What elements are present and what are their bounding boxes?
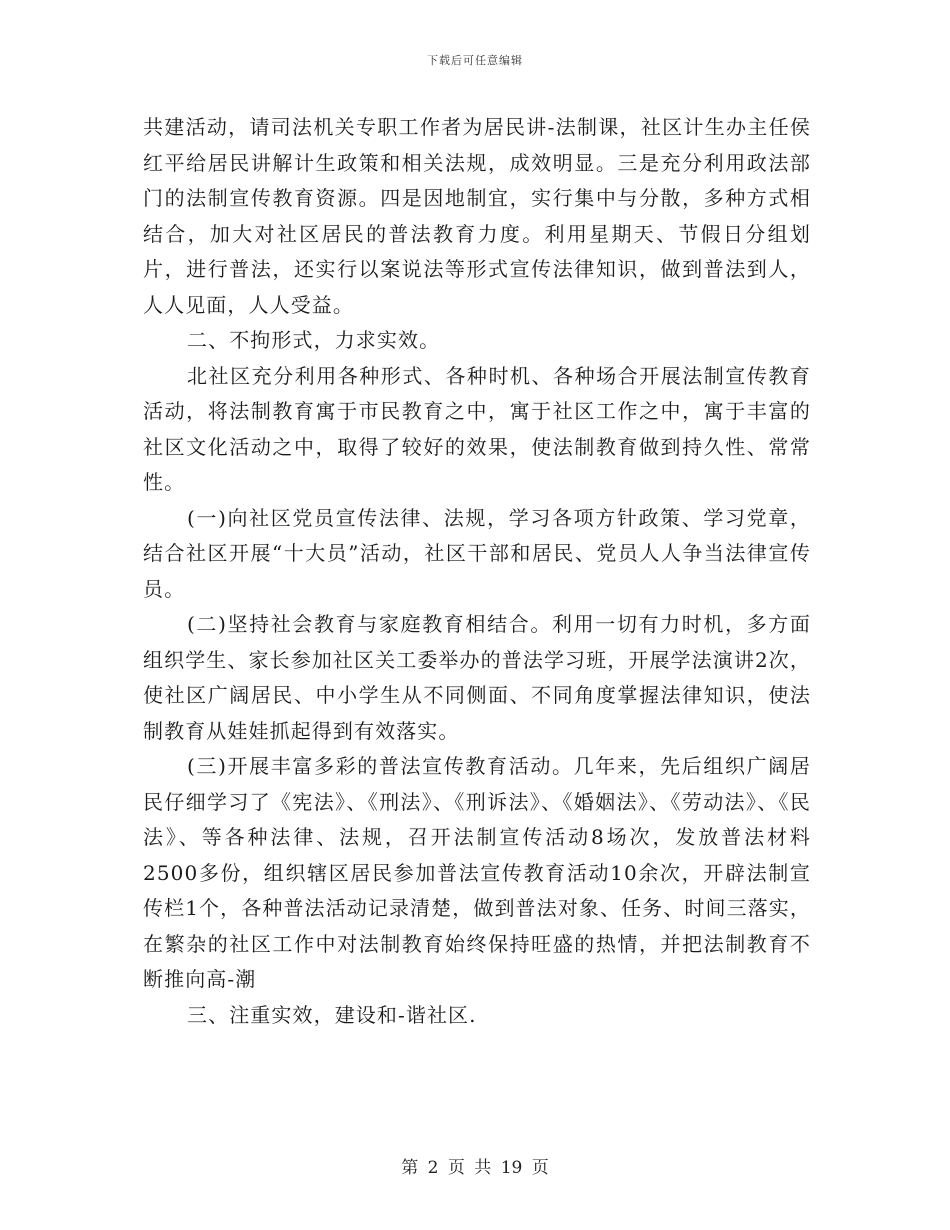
- paragraph-item-3: (三)开展丰富多彩的普法宣传教育活动。几年来，先后组织广阔居民仔细学习了《宪法》、《刑法》、《刑诉法》、《婚姻法》、《劳动法》、《民法》、等各种法律、法规，召开法制宣传活动8场次，发放普法材料2500多份，组织辖区居民参加普法宣传教育活动10余次，开辟法制宣传栏1个，各种普法活动记录清楚，做到普法对象、任务、时间三落实，在繁杂的社区工作中对法制教育始终保持旺盛的热情，并把法制教育不断推向高-潮: [143, 754, 811, 991]
- section-heading-2: 二、不拘形式，力求实效。: [187, 328, 441, 352]
- paragraph-continuation: 共建活动，请司法机关专职工作者为居民讲-法制课，社区计生办主任侯红平给居民讲解计生政策和相关法规，成效明显。三是充分利用政法部门的法制宣传教育资源。四是因地制宜，实行集中与分散，多种方式相结合，加大对社区居民的普法教育力度。利用星期天、节假日分组划片，进行普法，还实行以案说法等形式宣传法律知识，做到普法到人，人人见面，人人受益。: [143, 115, 811, 317]
- page-header: 下载后可任意编辑: [427, 54, 523, 67]
- paragraph-intro: 北社区充分利用各种形式、各种时机、各种场合开展法制宣传教育活动，将法制教育寓于市民教育之中，寓于社区工作之中，寓于丰富的社区文化活动之中，取得了较好的效果，使法制教育做到持久性、常常性。: [143, 363, 811, 494]
- page-number-footer: 第 2 页 共 19 页: [401, 1158, 549, 1178]
- paragraph-item-2: (二)坚持社会教育与家庭教育相结合。利用一切有力时机，多方面组织学生、家长参加社区关工委举办的普法学习班，开展学法演讲2次，使社区广阔居民、中小学生从不同侧面、不同角度掌握法律知识，使法制教育从娃娃抓起得到有效落实。: [143, 612, 811, 743]
- document-body: [143, 110, 811, 1033]
- section-heading-3: 三、注重实效，建设和-谐社区.: [187, 1002, 477, 1027]
- paragraph-item-1: (一)向社区党员宣传法律、法规，学习各项方针政策、学习党章，结合社区开展“十大员”活动，社区干部和居民、党员人人争当法律宣传员。: [143, 505, 811, 601]
